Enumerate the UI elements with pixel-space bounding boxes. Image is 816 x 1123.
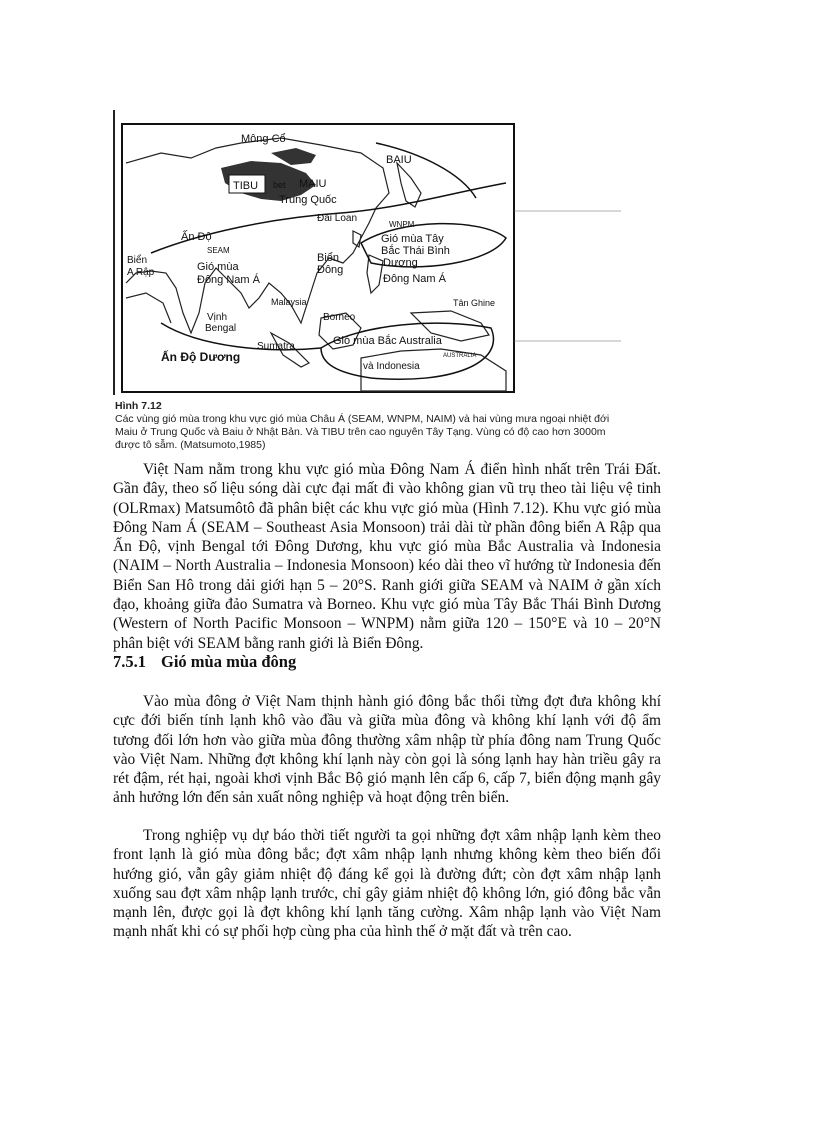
figure-caption-text: Các vùng gió mùa trong khu vực gió mùa Châu Á (SEAM, WNPM, NAIM) và hai vùng mưa ngoại nhiệt đới Maiu ở Trung Quốc và Baiu ở Nhật Bản. Và TIBU trên cao nguyên Tây Tạng. Vùng có độ cao hơn 3000m được tô sẫm. (Matsumoto,1985) xyxy=(115,413,610,451)
paragraph-monsoon-regions: Việt Nam nằm trong khu vực gió mùa Đông Nam Á điển hình nhất trên Trái Đất. Gần đây, theo số liệu sóng dài cực đại mất đi vào không gian vũ trụ theo tài liệu vệ tinh (OLRmax) Matsumôtô đã phân biệt các khu vực gió mùa (Hình 7.12). Khu vực gió mùa Đông Nam Á (SEAM – Southeast Asia Monsoon) trải dài từ phần đông biển A Rập qua Ấn Độ, vịnh Bengal tới Đông Dương, khu vực gió mùa Bắc Australia và Indonesia (NAIM – North Australia – Indonesia Monsoon) kéo dài theo vĩ hướng từ Indonesia đến Biển San Hô trong dải giới hạn 5 – 20°S. Ranh giới giữa SEAM và NAIM ở gần xích đạo, khoảng giữa đảo Sumatra và Borneo. Khu vực gió mùa Tây Bắc Thái Bình Dương (Western of North Pacific Monsoon – WNPM) nằm giữa 120 – 150°E và 10 – 20°N phân biệt với SEAM bằng ranh giới là Biển Đông. xyxy=(113,461,661,652)
label-dong-nam-a-2: Đông Nam Á xyxy=(383,273,446,285)
label-gio-mua: Gió mùa xyxy=(197,261,239,273)
label-sumatra: Sumatra xyxy=(257,341,295,352)
label-mong-co: Mông Cổ xyxy=(241,133,286,145)
section-title: Gió mùa mùa đông xyxy=(161,652,297,671)
label-malaysia: Malaysia xyxy=(271,297,307,307)
label-bien-a-rap-2: A Rập xyxy=(127,267,155,278)
label-vinh: Vịnh xyxy=(207,312,228,323)
label-australia: AUSTRALIA xyxy=(443,353,477,359)
label-bien-dong-2: Đông xyxy=(317,264,344,276)
label-maiu: MAIU xyxy=(299,178,327,190)
label-wnpm: WNPM xyxy=(389,220,415,229)
paragraph-forecasting-terms: Trong nghiệp vụ dự báo thời tiết người ta gọi những đợt xâm nhập lạnh kèm theo front lạnh là gió mùa đông bắc; đợt xâm nhập lạnh nhưng không kèm theo biến đổi hướng gió, vẫn gây giảm nhiệt độ đáng kể gọi là đường đứt; còn đợt xâm nhập lạnh xuống sau đợt xâm nhập lạnh trước, chỉ gây giảm nhiệt độ không lớn, gió đông bắc vẫn mạnh lên, được gọi là đợt không khí lạnh tăng cường. Xâm nhập lạnh vào Việt Nam mạnh nhất khi có sự phối hợp cùng pha của hình thế ở mặt đất và trên cao. xyxy=(113,827,661,941)
label-bien-a-rap-1: Biển xyxy=(127,255,148,266)
label-bengal: Bengal xyxy=(205,323,237,334)
label-bien-dong-1: Biển xyxy=(317,252,340,264)
label-tibu: TIBU xyxy=(233,180,259,192)
label-dai-loan: Đài Loan xyxy=(317,213,358,224)
label-bac-thai-binh: Bắc Thái Bình xyxy=(381,245,450,257)
figure-number: Hình 7.12 xyxy=(115,400,162,412)
label-dong-nam-a: Đông Nam Á xyxy=(197,274,260,286)
label-seam: SEAM xyxy=(207,246,230,255)
section-heading xyxy=(113,652,296,672)
section-number: 7.5.1 xyxy=(113,652,146,671)
label-gio-mua-tay: Gió mùa Tây xyxy=(381,233,444,245)
label-trung-quoc: Trung Quốc xyxy=(279,194,337,206)
monsoon-map-svg xyxy=(121,123,621,393)
label-duong: Dương xyxy=(383,257,418,269)
paragraph-winter-monsoon: Vào mùa đông ở Việt Nam thịnh hành gió đông bắc thổi từng đợt đưa không khí cực đới biến tính lạnh khô vào đầu và giữa mùa đông và không khí lạnh với độ ẩm tương đối lớn hơn vào giữa mùa đông thường xâm nhập từ phía đông nam Trung Quốc vào Việt Nam. Những đợt không khí lạnh này còn gọi là sóng lạnh hay hàn triều gây ra rét đậm, rét hại, ngoài khơi vịnh Bắc Bộ gió mạnh lên cấp 6, cấp 7, biển động mạnh gây ảnh hưởng lớn đến sản xuất nông nghiệp và hoạt động trên biển. xyxy=(113,693,661,807)
label-an-do: Ấn Độ xyxy=(181,231,212,243)
label-borneo: Borneo xyxy=(323,312,356,323)
label-baiu: BAIU xyxy=(386,154,412,166)
label-tan-ghine: Tân Ghine xyxy=(453,298,496,308)
label-tibet: bet xyxy=(273,180,286,190)
label-an-do-duong: Ấn Độ Dương xyxy=(161,350,241,364)
figure-caption xyxy=(115,400,615,452)
label-gio-mua-bac-australia: Gió mùa Bắc Australia xyxy=(333,335,442,347)
figure-left-rule xyxy=(113,110,115,395)
label-va-indonesia: và Indonesia xyxy=(363,361,420,372)
